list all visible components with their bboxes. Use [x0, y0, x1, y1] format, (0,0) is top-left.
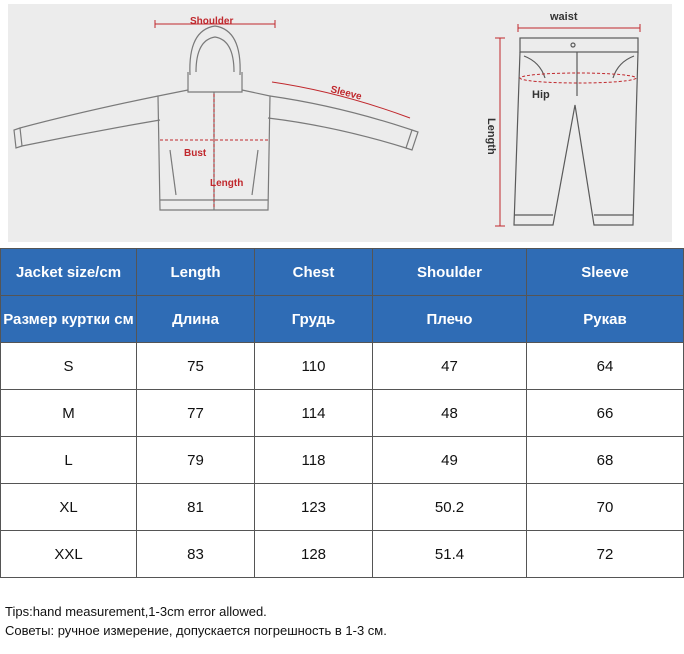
- sleeve-label: Sleeve: [329, 84, 363, 103]
- cell-shoulder: 47: [373, 343, 527, 390]
- bust-label: Bust: [184, 148, 207, 159]
- header-size-ru: Размер куртки см: [1, 296, 137, 343]
- garment-illustration: [0, 0, 684, 248]
- header-shoulder-ru: Плечо: [373, 296, 527, 343]
- cell-length: 77: [137, 390, 255, 437]
- header-chest: Chest: [255, 249, 373, 296]
- table-row: [1, 531, 684, 578]
- waist-label: waist: [550, 11, 578, 23]
- header-shoulder: Shoulder: [373, 249, 527, 296]
- cell-shoulder: 49: [373, 437, 527, 484]
- cell-chest: 110: [255, 343, 373, 390]
- cell-size: M: [1, 390, 137, 437]
- cell-sleeve: 66: [527, 390, 684, 437]
- measurement-diagram: [0, 0, 684, 248]
- pants-measure-lines: [495, 24, 640, 226]
- cell-shoulder: 50.2: [373, 484, 527, 531]
- tips-note: [5, 602, 387, 640]
- table-row: [1, 343, 684, 390]
- cell-chest: 118: [255, 437, 373, 484]
- cell-chest: 123: [255, 484, 373, 531]
- header-sleeve-ru: Рукав: [527, 296, 684, 343]
- header-row-en: [1, 249, 684, 296]
- cell-size: XL: [1, 484, 137, 531]
- cell-length: 83: [137, 531, 255, 578]
- header-sleeve: Sleeve: [527, 249, 684, 296]
- header-row-ru: [1, 296, 684, 343]
- cell-length: 81: [137, 484, 255, 531]
- cell-length: 79: [137, 437, 255, 484]
- shoulder-label: Shoulder: [190, 16, 234, 27]
- cell-sleeve: 68: [527, 437, 684, 484]
- cell-shoulder: 51.4: [373, 531, 527, 578]
- hip-label: Hip: [532, 89, 550, 101]
- cell-shoulder: 48: [373, 390, 527, 437]
- header-size: Jacket size/cm: [1, 249, 137, 296]
- cell-sleeve: 64: [527, 343, 684, 390]
- tips-line-en: Tips:hand measurement,1-3cm error allowed.: [5, 604, 267, 619]
- pants-illustration: [514, 38, 638, 225]
- jacket-measure-lines: [155, 20, 410, 208]
- cell-chest: 128: [255, 531, 373, 578]
- cell-size: S: [1, 343, 137, 390]
- header-chest-ru: Грудь: [255, 296, 373, 343]
- cell-length: 75: [137, 343, 255, 390]
- length-label: Length: [210, 178, 244, 189]
- table-row: [1, 437, 684, 484]
- header-length: Length: [137, 249, 255, 296]
- tips-line-ru: Советы: ручное измерение, допускается погрешность в 1-3 см.: [5, 623, 387, 638]
- cell-size: L: [1, 437, 137, 484]
- cell-sleeve: 72: [527, 531, 684, 578]
- cell-sleeve: 70: [527, 484, 684, 531]
- table-row: [1, 390, 684, 437]
- table-row: [1, 484, 684, 531]
- cell-size: XXL: [1, 531, 137, 578]
- header-length-ru: Длина: [137, 296, 255, 343]
- size-table: [0, 248, 684, 578]
- cell-chest: 114: [255, 390, 373, 437]
- pants-length-label: Length: [485, 118, 497, 155]
